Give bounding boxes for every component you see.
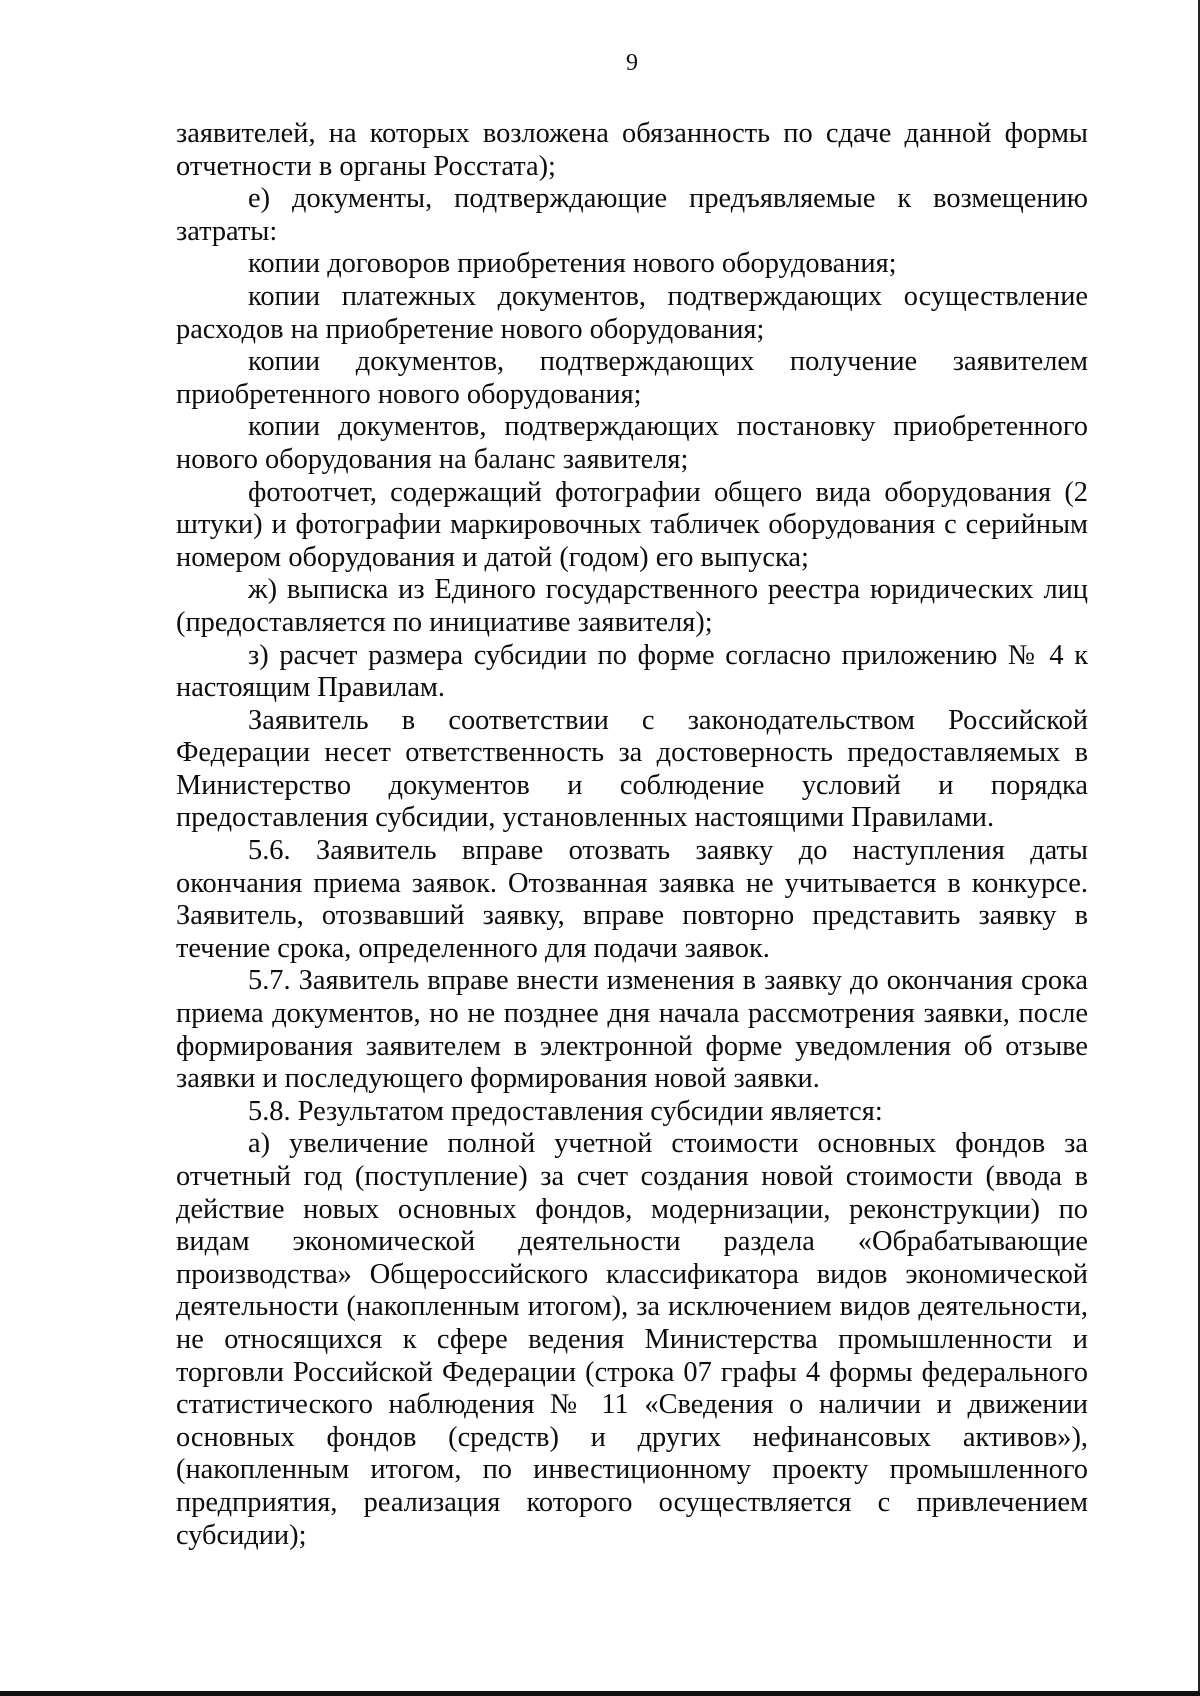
paragraph-balance-docs: копии документов, подтверждающих постановку приобретенного нового оборудования на баланс заявителя;: [176, 411, 1088, 475]
paragraph-5-8: 5.8. Результатом предоставления субсидии является:: [248, 1095, 883, 1127]
paragraph-contracts: копии договоров приобретения нового оборудования;: [248, 248, 897, 280]
page-edge-bottom: [0, 1691, 1200, 1696]
page-number: 9: [626, 50, 638, 76]
paragraph-receipt-docs: копии документов, подтверждающих получение заявителем приобретенного нового оборудования;: [176, 346, 1088, 410]
paragraph-5-6: 5.6. Заявитель вправе отозвать заявку до наступления даты окончания приема заявок. Отозванная заявка не учитывается в конкурсе. Заявитель, отозвавший заявку, вправе повторно представить заявку в течение срока, определенного для подачи заявок.: [176, 835, 1088, 964]
paragraph-continuation: заявителей, на которых возложена обязанность по сдаче данной формы отчетности в органы Росстата);: [176, 118, 1088, 182]
paragraph-item-z: з) расчет размера субсидии по форме согласно приложению № 4 к настоящим Правилам.: [176, 639, 1088, 704]
body-text: [176, 118, 1088, 1552]
paragraph-5-7: 5.7. Заявитель вправе внести изменения в заявку до окончания срока приема документов, но не позднее дня начала рассмотрения заявки, после формирования заявителем в электронной форме уведомления об отзыве заявки и последующего формирования новой заявки.: [176, 965, 1088, 1095]
paragraph-item-a: а) увеличение полной учетной стоимости основных фондов за отчетный год (поступление) за счет создания новой стоимости (ввода в действие новых основных фондов, модернизации, реконструкции) по видам экономической деятельности раздела «Обрабатывающие производства» Общероссийского классификатора видов экономической деятельности (накопленным итогом), за исключением видов деятельности, не относящихся к сфере ведения Министерства промышленности и торговли Российской Федерации (строка 07 графы 4 формы федерального статистического наблюдения № 11 «Сведения о наличии и движении основных фондов (средств) и других нефинансовых активов»), (накопленным итогом, по инвестиционному проекту промышленного предприятия, реализация которого осуществляется с привлечением субсидии);: [176, 1128, 1088, 1551]
paragraph-item-zh: ж) выписка из Единого государственного реестра юридических лиц (предоставляется по инициативе заявителя);: [176, 574, 1088, 638]
paragraph-payment-docs: копии платежных документов, подтверждающих осуществление расходов на приобретение нового оборудования;: [176, 280, 1088, 345]
paragraph-photo-report: фотоотчет, содержащий фотографии общего вида оборудования (2 штуки) и фотографии маркировочных табличек оборудования с серийным номером оборудования и датой (годом) его выпуска;: [176, 476, 1088, 573]
paragraph-item-e: е) документы, подтверждающие предъявляемые к возмещению затраты:: [176, 183, 1088, 247]
paragraph-applicant-responsibility: Заявитель в соответствии с законодательством Российской Федерации несет ответственность за достоверность предоставляемых в Министерство документов и соблюдение условий и порядка предоставления субсидии, установленных настоящими Правилами.: [176, 704, 1088, 834]
